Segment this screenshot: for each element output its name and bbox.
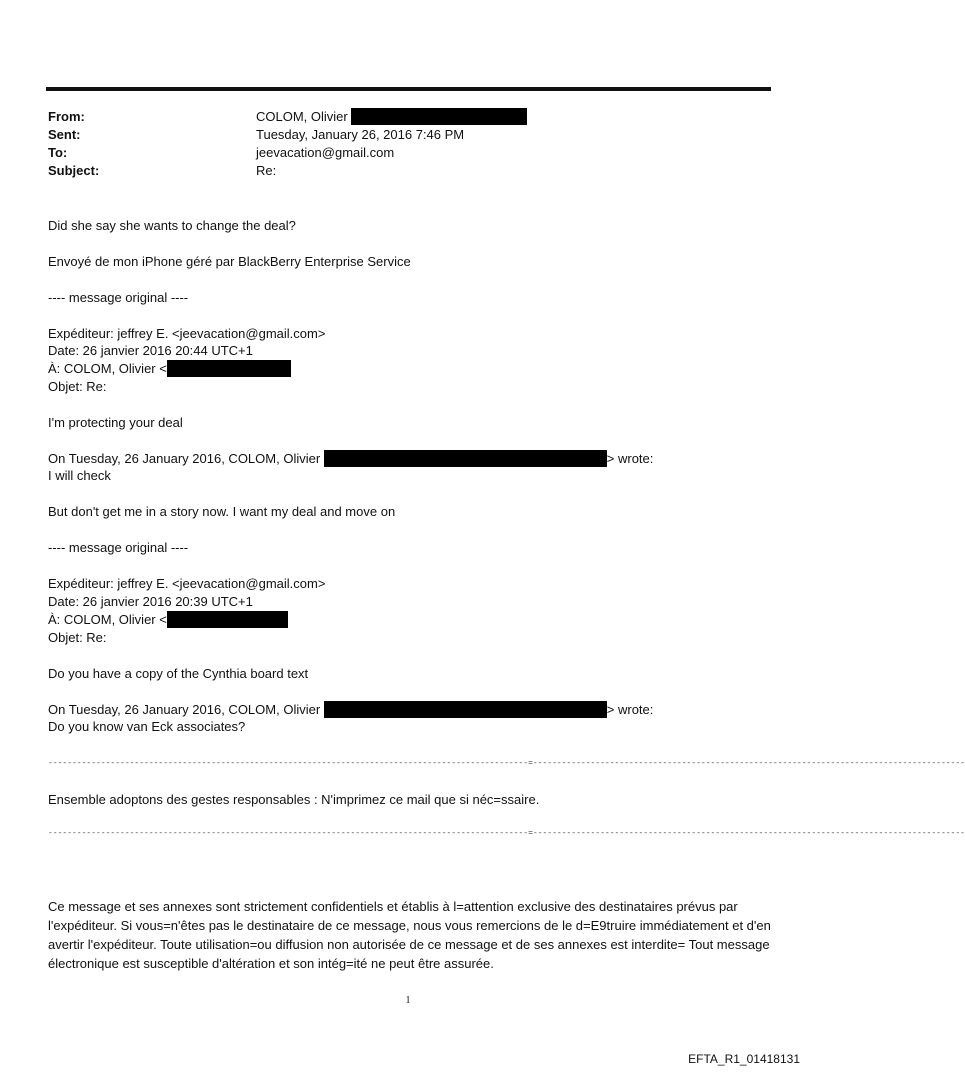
body-line: Do you know van Eck associates?	[48, 719, 246, 734]
sent-value: Tuesday, January 26, 2016 7:46 PM	[256, 127, 465, 142]
body-line: I will check	[48, 468, 111, 483]
separator-line: ----------------------------------------------------------------------------------------------------=------------------------------------------------------------------------------------------	[48, 759, 965, 768]
redaction-box	[351, 108, 527, 125]
document-id: EFTA_R1_01418131	[688, 1052, 800, 1066]
original-subject: Objet: Re:	[48, 379, 107, 394]
from-value: COLOM, Olivier	[256, 108, 527, 126]
body-line: Envoyé de mon iPhone géré par BlackBerry Enterprise Service	[48, 254, 411, 269]
body-line: Did she say she wants to change the deal?	[48, 218, 296, 233]
redaction-box	[167, 360, 291, 377]
page-number: 1	[405, 995, 411, 1006]
to-label: To:	[48, 145, 68, 160]
eco-note: Ensemble adoptons des gestes responsables : N'imprimez ce mail que si néc=ssaire.	[48, 792, 540, 807]
body-line: But don't get me in a story now. I want my deal and move on	[48, 504, 396, 519]
top-rule	[46, 87, 771, 91]
original-to: À: COLOM, Olivier <	[48, 360, 291, 377]
subject-value: Re:	[256, 163, 277, 178]
original-from: Expéditeur: jeffrey E. <jeevacation@gmail.com>	[48, 576, 326, 591]
body-line: I'm protecting your deal	[48, 415, 183, 430]
sent-label: Sent:	[48, 127, 81, 142]
original-to: À: COLOM, Olivier <	[48, 611, 288, 628]
body-line: Do you have a copy of the Cynthia board text	[48, 666, 309, 681]
separator-line: ----------------------------------------------------------------------------------------------------=------------------------------------------------------------------------------------------	[48, 829, 965, 838]
from-label: From:	[48, 109, 85, 124]
quoted-header: On Tuesday, 26 January 2016, COLOM, Olivier > wrote:	[48, 451, 654, 466]
redaction-box	[324, 450, 607, 467]
original-date: Date: 26 janvier 2016 20:39 UTC+1	[48, 594, 253, 609]
original-date: Date: 26 janvier 2016 20:44 UTC+1	[48, 343, 253, 358]
to-value: jeevacation@gmail.com	[256, 145, 395, 160]
original-message-marker: ---- message original ----	[48, 290, 189, 305]
quoted-header: On Tuesday, 26 January 2016, COLOM, Olivier > wrote:	[48, 702, 654, 717]
original-subject: Objet: Re:	[48, 630, 107, 645]
confidentiality-disclaimer: Ce message et ses annexes sont strictement confidentiels et établis à l=attention exclusive des destinataires prévus par l'expéditeur. Si vous=n'êtes pas le destinataire de ce message, nous vous remercions de le d=E9truire immédiatement et d'en avertir l'expéditeur. Toute utilisation=ou diffusion non autorisée de ce message et de ses annexes est interdite= Tout message électronique est susceptible d'altération et son intég=ité ne peut être assurée.	[48, 899, 771, 971]
redaction-box	[167, 611, 288, 628]
original-message-marker: ---- message original ----	[48, 540, 189, 555]
redaction-box	[324, 701, 607, 718]
subject-label: Subject:	[48, 163, 100, 178]
original-from: Expéditeur: jeffrey E. <jeevacation@gmail.com>	[48, 326, 326, 341]
